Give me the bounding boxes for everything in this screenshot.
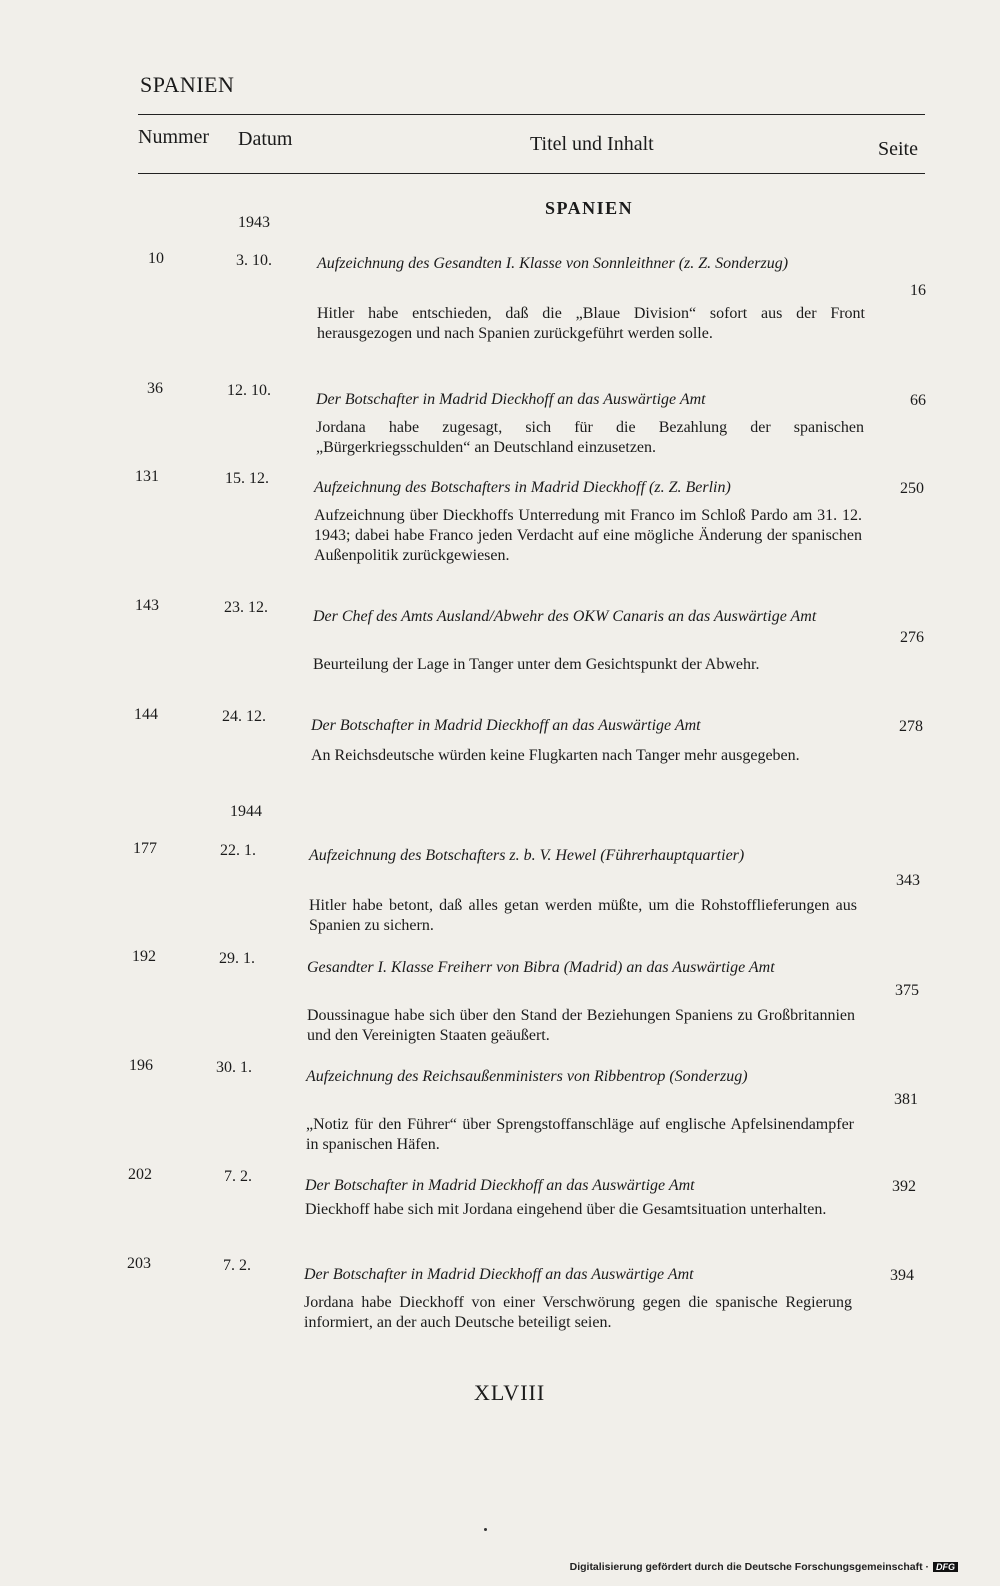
entry-number: 203 <box>127 1255 151 1272</box>
year-heading: 1944 <box>230 803 262 820</box>
entry-number: 143 <box>135 597 159 614</box>
entry-number: 196 <box>129 1057 153 1074</box>
entry-date: 7. 2. <box>224 1168 252 1185</box>
entry-page: 250 <box>900 480 924 497</box>
entry-title: Aufzeichnung des Botschafters z. b. V. Hewel (Führerhauptquartier) <box>309 847 745 864</box>
entry-number: 36 <box>147 380 163 397</box>
running-head: SPANIEN <box>140 72 235 97</box>
entry-title: Der Botschafter in Madrid Dieckhoff an das Auswärtige Amt <box>316 391 706 408</box>
entry-summary: Hitler habe entschieden, daß die „Blaue Division“ sofort aus der Front herausgezogen und nach Spanien zurückgeführt werden solle. <box>317 305 865 342</box>
entry-summary: Beurteilung der Lage in Tanger unter dem Gesichtspunkt der Abwehr. <box>313 656 760 673</box>
entry-page: 375 <box>895 982 919 999</box>
entry-title: Der Botschafter in Madrid Dieckhoff an das Auswärtige Amt <box>305 1177 695 1194</box>
entry-date: 22. 1. <box>220 842 256 859</box>
entry-title: Aufzeichnung des Reichsaußenministers von Ribbentrop (Sonderzug) <box>306 1068 748 1085</box>
column-header-datum: Datum <box>238 128 293 150</box>
entry-summary: Hitler habe betont, daß alles getan werden müßte, um die Rohstofflieferungen aus Spanien zu sichern. <box>309 897 857 934</box>
column-header-seite: Seite <box>878 138 918 160</box>
page-folio: XLVIII <box>474 1380 546 1405</box>
entry-number: 10 <box>148 250 164 267</box>
entry-summary: Doussinague habe sich über den Stand der Beziehungen Spaniens zu Großbritannien und den Vereinigten Staaten geäußert. <box>307 1007 855 1044</box>
footer-credit <box>570 1561 958 1573</box>
entry-title: Der Botschafter in Madrid Dieckhoff an das Auswärtige Amt <box>311 717 701 734</box>
section-title: SPANIEN <box>545 198 634 218</box>
entry-date: 7. 2. <box>223 1257 251 1274</box>
column-header-nummer: Nummer <box>138 126 210 148</box>
entry-number: 177 <box>133 840 157 857</box>
entry-date: 24. 12. <box>222 708 266 725</box>
entry-summary: Jordana habe zugesagt, sich für die Bezahlung der spanischen „Bürgerkriegsschulden“ an Deutschland einzusetzen. <box>316 419 864 456</box>
entry-page: 66 <box>910 392 926 409</box>
entry-date: 30. 1. <box>216 1059 252 1076</box>
year-heading: 1943 <box>238 214 270 231</box>
footer-text: Digitalisierung gefördert durch die Deutsche Forschungsgemeinschaft · <box>569 1561 929 1573</box>
entry-number: 202 <box>128 1166 152 1183</box>
entry-title: Der Botschafter in Madrid Dieckhoff an das Auswärtige Amt <box>304 1266 694 1283</box>
entry-title: Aufzeichnung des Gesandten I. Klasse von Sonnleithner (z. Z. Sonderzug) <box>317 255 789 272</box>
entry-date: 3. 10. <box>236 252 272 269</box>
entry-date: 23. 12. <box>224 599 268 616</box>
dfg-logo: DFG <box>933 1562 958 1572</box>
entry-page: 392 <box>892 1178 916 1195</box>
entry-page: 394 <box>890 1267 914 1284</box>
entry-title: Gesandter I. Klasse Freiherr von Bibra (Madrid) an das Auswärtige Amt <box>307 959 775 976</box>
entry-number: 144 <box>134 706 158 723</box>
entry-summary: Jordana habe Dieckhoff von einer Verschwörung gegen die spanische Regierung informiert, an der auch Deutsche beteiligt seien. <box>304 1294 852 1331</box>
entry-title: Der Chef des Amts Ausland/Abwehr des OKW Canaris an das Auswärtige Amt <box>313 608 817 625</box>
entry-page: 343 <box>896 872 920 889</box>
entry-summary: Aufzeichnung über Dieckhoffs Unterredung mit Franco im Schloß Pardo am 31. 12. 1943; dabei habe Franco jeden Verdacht auf eine mögliche Änderung der spanischen Außenpolitik zurückgewiesen. <box>314 507 862 564</box>
entry-number: 192 <box>132 948 156 965</box>
entry-page: 381 <box>894 1091 918 1108</box>
entry-number: 131 <box>135 468 159 485</box>
entry-date: 15. 12. <box>225 470 269 487</box>
entry-summary: An Reichsdeutsche würden keine Flugkarten nach Tanger mehr ausgegeben. <box>311 747 800 764</box>
header-rule-top <box>138 114 925 115</box>
entry-summary: Dieckhoff habe sich mit Jordana eingehend über die Gesamtsituation unterhalten. <box>305 1201 827 1218</box>
entry-title: Aufzeichnung des Botschafters in Madrid Dieckhoff (z. Z. Berlin) <box>314 479 731 496</box>
entry-page: 16 <box>910 282 926 299</box>
entry-page: 278 <box>899 718 923 735</box>
entry-summary: „Notiz für den Führer“ über Sprengstoffanschläge auf englische Apfelsinendampfer in spanischen Häfen. <box>306 1116 854 1153</box>
column-header-titel: Titel und Inhalt <box>530 133 654 155</box>
entry-date: 12. 10. <box>227 382 271 399</box>
entry-page: 276 <box>900 629 924 646</box>
print-speck <box>484 1528 487 1531</box>
header-rule-bottom <box>138 173 925 174</box>
entry-date: 29. 1. <box>219 950 255 967</box>
